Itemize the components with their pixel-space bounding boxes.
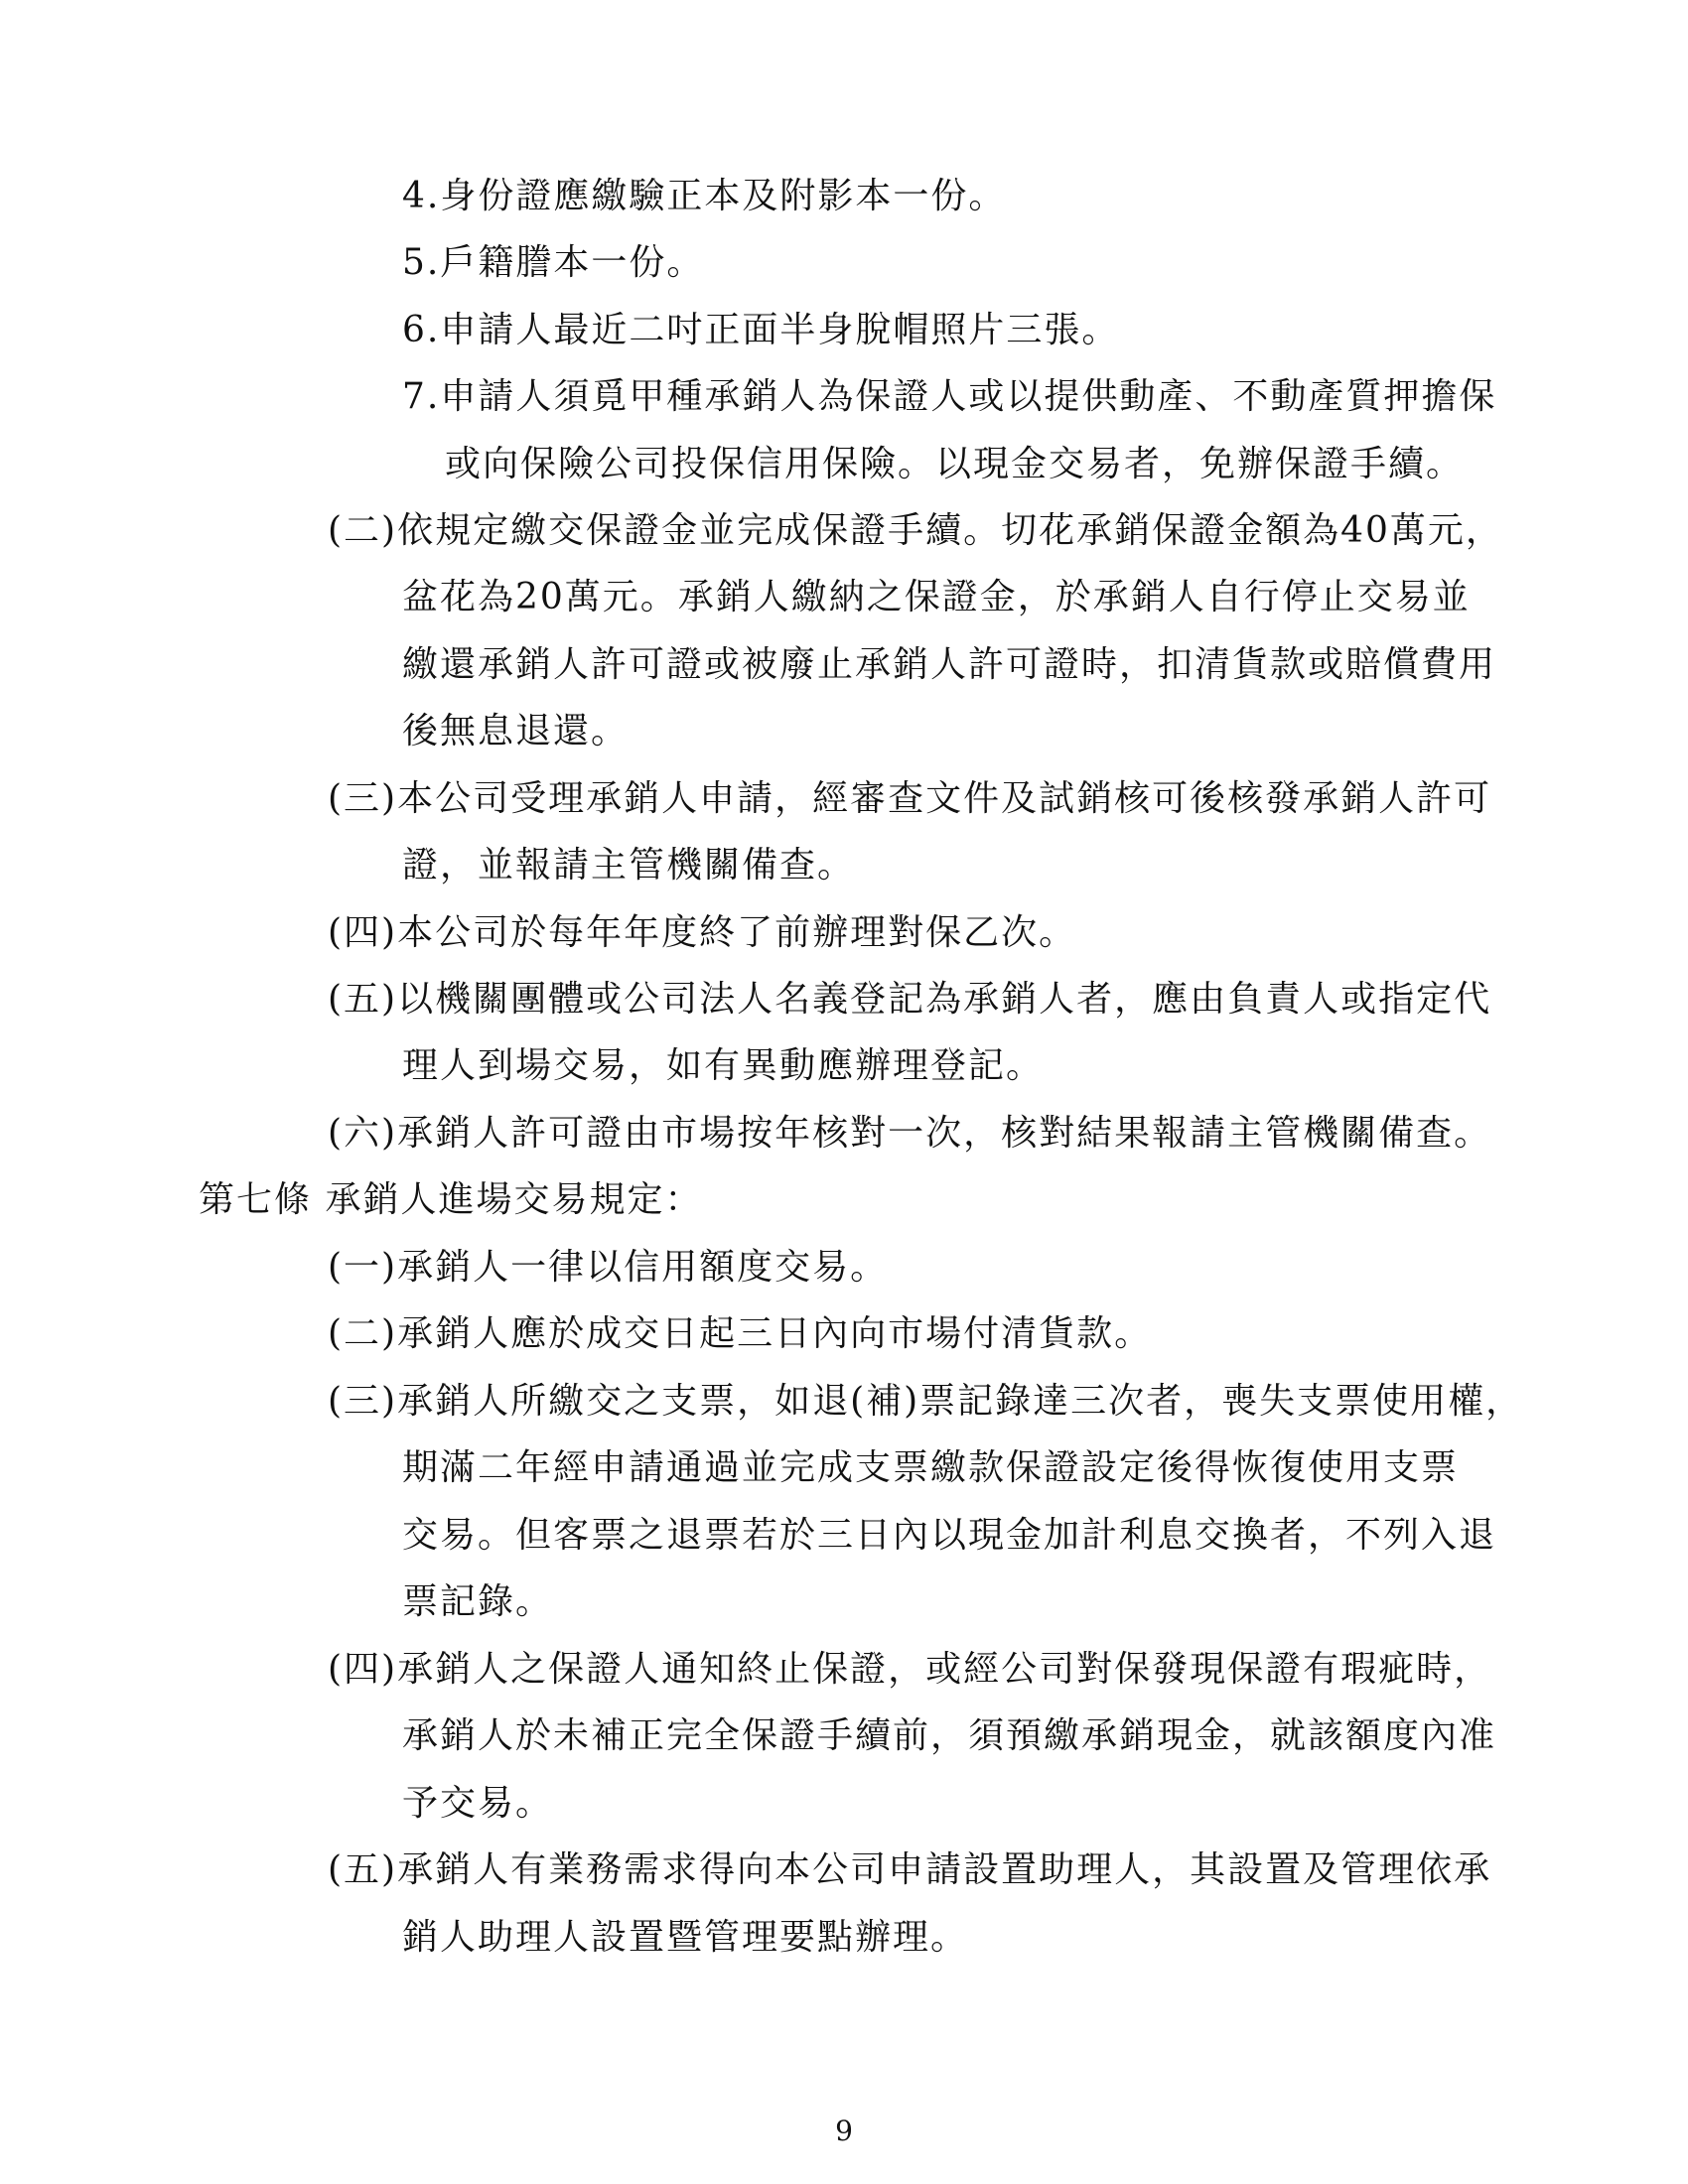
clause-2-continuation: 繳還承銷人許可證或被廢止承銷人許可證時，扣清貨款或賠償費用 bbox=[402, 644, 1497, 685]
article-7-clause-5-continuation: 銷人助理人設置暨管理要點辦理。 bbox=[402, 1917, 969, 1958]
article-7-clause-3: (三)承銷人所繳交之支票，如退(補)票記錄達三次者，喪失支票使用權， bbox=[328, 1381, 1524, 1422]
clause-5-text: (五)以機關團體或公司法人名義登記為承銷人者，應由負責人或指定代 bbox=[328, 979, 1492, 1020]
clause-4-text: (四)本公司於每年年度終了前辦理對保乙次。 bbox=[328, 912, 1077, 953]
clause-2-continuation: 盆花為20萬元。承銷人繳納之保證金，於承銷人自行停止交易並 bbox=[402, 577, 1471, 617]
clause-2-text: (二)依規定繳交保證金並完成保證手續。切花承銷保證金額為40萬元， bbox=[328, 510, 1503, 551]
article-7-heading: 第七條 承銷人進場交易規定： bbox=[199, 1179, 703, 1220]
clause-2-continuation: 後無息退還。 bbox=[402, 711, 630, 751]
item-4-text: 4.身份證應繳驗正本及附影本一份。 bbox=[402, 176, 1007, 216]
article-7-clause-4-continuation: 予交易。 bbox=[402, 1783, 554, 1824]
item-7-continuation: 或向保險公司投保信用保險。以現金交易者，免辦保證手續。 bbox=[445, 444, 1465, 484]
item-5-text: 5.戶籍謄本一份。 bbox=[402, 242, 705, 283]
article-7-clause-5: (五)承銷人有業務需求得向本公司申請設置助理人，其設置及管理依承 bbox=[328, 1849, 1492, 1890]
clause-5-continuation: 理人到場交易，如有異動應辦理登記。 bbox=[402, 1045, 1045, 1086]
article-7-clause-4-continuation: 承銷人於未補正完全保證手續前，須預繳承銷現金，就該額度內准 bbox=[402, 1715, 1497, 1756]
item-6-text: 6.申請人最近二吋正面半身脫帽照片三張。 bbox=[402, 310, 1120, 350]
article-7-clause-1: (一)承銷人一律以信用額度交易。 bbox=[328, 1247, 889, 1288]
article-7-clause-2: (二)承銷人應於成交日起三日內向市場付清貨款。 bbox=[328, 1313, 1153, 1354]
item-7-text: 7.申請人須覓甲種承銷人為保證人或以提供動產、不動產質押擔保 bbox=[402, 376, 1497, 417]
article-7-clause-3-continuation: 票記錄。 bbox=[402, 1581, 554, 1622]
article-7-clause-4: (四)承銷人之保證人通知終止保證，或經公司對保發現保證有瑕疵時， bbox=[328, 1649, 1492, 1690]
clause-6-text: (六)承銷人許可證由市場按年核對一次，核對結果報請主管機關備查。 bbox=[328, 1113, 1492, 1154]
page-number: 9 bbox=[835, 2115, 853, 2147]
article-7-clause-3-continuation: 交易。但客票之退票若於三日內以現金加計利息交換者，不列入退 bbox=[402, 1515, 1497, 1556]
article-7-clause-3-continuation: 期滿二年經申請通過並完成支票繳款保證設定後得恢復使用支票 bbox=[402, 1447, 1460, 1488]
clause-3-continuation: 證，並報請主管機關備查。 bbox=[402, 845, 856, 886]
clause-3-text: (三)本公司受理承銷人申請，經審查文件及試銷核可後核發承銷人許可 bbox=[328, 778, 1492, 819]
